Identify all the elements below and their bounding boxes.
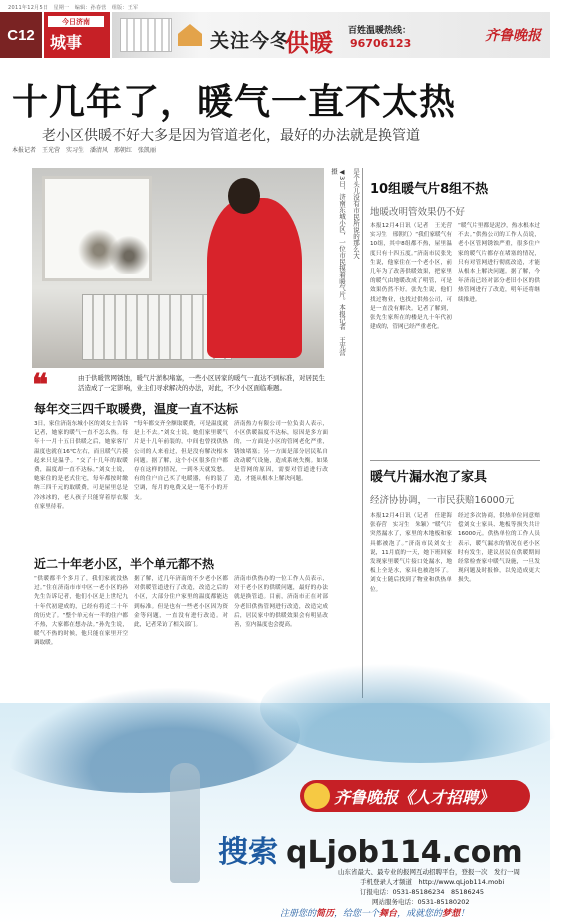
logo-icon <box>304 783 330 809</box>
column-sub-label: 今日济南 <box>48 16 104 27</box>
person-head-image <box>228 178 260 214</box>
right1-title: 10组暖气片8组不热 <box>370 182 489 197</box>
slogan-emph: 舞台 <box>379 909 398 919</box>
slogan-prefix: 关注今冬 <box>210 30 291 52</box>
slogan-part: ，成就您的 <box>397 909 443 919</box>
column-tag <box>44 12 110 58</box>
dateline: 2011年12月5日 星期一 编辑：孙春营 组版：王军 <box>8 5 139 11</box>
byline: 本报记者 王光营 实习生 潘清风 邢朝红 张凯丽 <box>12 147 157 154</box>
column-main-label: 城事 <box>50 33 83 52</box>
ad-tagline: 山东省最大、最专业的报网互动招聘平台，登报一次 发行一周 <box>338 868 520 876</box>
section2-col2: 据了解，近几年济南的不少老小区都对供暖管道进行了改造，改造之后的小区，大部分住户家里的温度都能达到标准。但是也有一些老小区因为资金等问题，一直没有进行改造。对此，记者采访了相关部门。 <box>134 576 228 629</box>
ad-mobile-line: 手机登录人才频道 http://www.qLjob114.mobi <box>360 878 505 886</box>
wave-graphic <box>260 653 580 763</box>
ad-subscribe-line: 订报电话：0531-85186234 85186245 <box>360 888 485 896</box>
page-code: C12 <box>0 12 42 58</box>
tree-image <box>59 214 159 274</box>
slogan-part: ，给您一个 <box>334 909 380 919</box>
subheadline: 老小区供暖不好大多是因为管道老化，最好的办法就是换管道 <box>42 128 420 144</box>
ad-search-line <box>218 827 523 871</box>
radiator-illustration <box>120 18 172 52</box>
figure-silhouette <box>170 763 200 883</box>
side-caption-a: 是个头儿没有市民所说的那么大 <box>352 168 360 259</box>
section1-title: 每年交三四千取暖费，温度一直不达标 <box>34 402 239 416</box>
paper-logo: 齐鲁晚报 <box>485 29 541 44</box>
right2-col2: 经过多次协商，供热单位同意赔偿刘女士家具、地板等损失共计16000元。供热单位的工作人员表示，暖气漏水的情况在老小区时有发生，建议居民在供暖期间经常检查家中暖气设施，一旦发现问题及时报修，以免造成更大损失。 <box>458 513 540 584</box>
section-divider <box>370 460 540 461</box>
news-photo <box>32 168 324 368</box>
ad-search-label: 搜索 <box>218 835 278 870</box>
hotline-number: 96706123 <box>350 37 412 50</box>
ad-site-link[interactable]: qLjob114.com <box>286 835 523 870</box>
photo-caption: 由于供暖管网锈蚀，暖气片淤积堵塞，一些小区居家的暖气一直达不到标准，对居民生活造成了一定影响，业主们寻求解决的办法，对此，不少小区面临难题。 <box>78 374 325 392</box>
section2-col3: 济南市供热办的一位工作人员表示，对于老小区的供暖问题，最好的办法就是换管道。目前，济南市正在对部分老旧供热管网进行改造，改造完成后，居民家中的供暖效果会有明显改善，室内温度也会提高。 <box>234 576 328 629</box>
section1-col3: 济南热力有限公司一位负责人表示，小区供暖温度不达标，原因是多方面的，一方面是小区的管网老化严重，锈蚀堵塞；另一方面是部分居民私自改动暖气设施，造成系统失衡。如果是管网的原因，需要对管道进行改造，才能从根本上解决问题。 <box>234 421 328 483</box>
section2-title: 近二十年老小区，半个单元都不热 <box>34 557 215 571</box>
section1-col2: “每年都交齐全额取暖费，可是温度就是上不去。”刘女士说，她们家里暖气片是十几年前装的，中间也曾找供热公司的人来看过，但是没有解决根本问题。据了解，这个小区很多住户都存在这样的情况，一到冬天就发愁。有的住户自己买了电暖器，有的装了空调，每月的电费又是一笔不小的开支。 <box>134 421 228 501</box>
right2-subtitle: 经济协协调，一市民获赔16000元 <box>370 495 515 506</box>
photo-side-caption <box>326 168 362 368</box>
right1-subtitle: 地暖改明管效果仍不好 <box>370 207 466 218</box>
right1-col1: 本报12月4日讯（记者 王光营 实习生 邢朝红）“我们家暖气有10组，其中8组都不热，屋里温度只有十四五度。”济南市民张先生说，他家住在一个老小区，前几年为了改善供暖效果，把家里的暖气由地暖改成了明管，可是效果仍然不好。张先生说，他们找过物业，也找过供热公司，可是一直没有解决。记者了解到，张先生家所在的楼是九十年代初建成的，管网已经严重老化。 <box>370 223 458 331</box>
slogan-highlight: 供暖 <box>285 29 333 57</box>
wave-graphic <box>0 673 300 793</box>
section2-col1: “供暖都半个多月了，我们家就没热过。”住在济南市市中区一老小区的孙先生告诉记者，他们小区是上世纪九十年代初建成的，已经有将近二十年的历史了。“整个单元有一半的住户都不热，大家都在想办法。”孙先生说，暖气不热的时候，他只能在家里开空调取暖。 <box>34 576 128 647</box>
right2-title: 暖气片漏水泡了家具 <box>370 470 488 485</box>
slogan-part: 注册您的 <box>280 909 317 919</box>
column-divider <box>362 168 363 698</box>
slogan-part: ！ <box>460 909 470 919</box>
ad-banner-title: 齐鲁晚报《人才招聘》 <box>334 790 495 807</box>
window-image <box>42 176 152 281</box>
quote-icon: ❝ <box>32 369 49 402</box>
right2-col1: 本报12月4日讯（记者 任建海 张春营 实习生 朱颖）“暖气片突然漏水了，家里的木地板和家具都被泡了。”济南市民刘女士说，11月底的一天，她下班回家发现家里暖气片接口处漏水，地板上全是水，家具也被泡坏了。刘女士随后找到了物业和供热单位。 <box>370 513 458 593</box>
side-caption-b: ◀3日，济南东城小区，一位市民摸着暖气片。本报记者 王光营 摄 <box>330 168 346 363</box>
right1-col2: “暖气片里都是泥沙，热水根本过不去。”供热公司的工作人员说，老小区管网锈蚀严重，很多住户家的暖气片都存在堵塞的情况，只有对管网进行彻底改造，才能从根本上解决问题。据了解，今年济南已经对部分老旧小区的供热管网进行了改造，明年还将继续推进。 <box>458 223 540 303</box>
ad-web-line: 网站服务电话：0531-85180202 <box>372 898 470 906</box>
person-image <box>207 198 302 358</box>
ad-banner <box>300 780 530 812</box>
slogan-emph: 梦想 <box>442 909 461 919</box>
hotline-label: 百姓温暖热线： <box>348 26 412 36</box>
slogan-emph: 简历 <box>316 909 335 919</box>
recruitment-ad <box>0 703 550 924</box>
section1-col1: 3日，家住济南东城小区的刘女士告诉记者，她家的暖气一直不怎么热。每年十一月十五日供暖之后，她家客厅温度也就在16℃左右，而且暖气片摸起来只是温乎。“交了十几年的取暖费，温度却一直不达标。”刘女士说，她家住的是老式住宅，每年都按时缴纳三四千元的取暖费，可是屋里总是冷冰冰的，老人孩子只能穿着厚衣服在家里待着。 <box>34 421 128 510</box>
page-header <box>0 12 550 58</box>
headline: 十几年了，暖气一直不太热 <box>12 82 457 123</box>
ad-slogan <box>280 906 469 919</box>
